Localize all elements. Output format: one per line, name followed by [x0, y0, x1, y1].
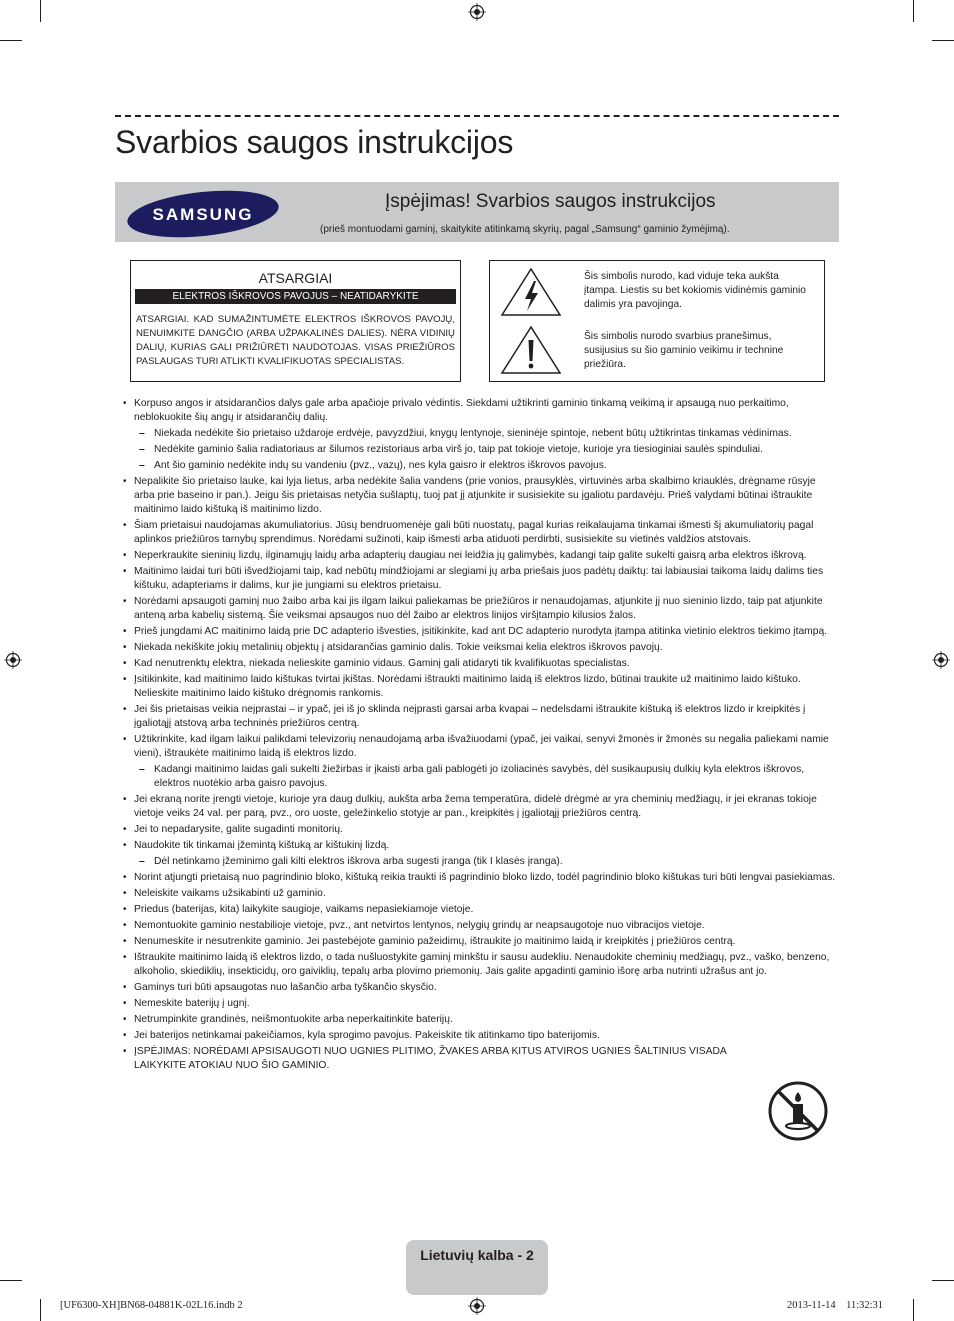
banner-subtitle: (prieš montuodami gaminį, skaitykite atitinkamą skyrių, pagal „Samsung“ gaminio žymėjimą). [320, 224, 730, 235]
samsung-logo-icon [125, 189, 281, 239]
registration-mark-icon [468, 1297, 486, 1315]
page-number-tab [406, 1240, 548, 1295]
crop-mark [932, 1280, 954, 1281]
high-voltage-icon [498, 265, 564, 319]
symbols-box [489, 260, 825, 382]
instruction-item: • Gaminys turi būti apsaugotas nuo lašančio arba tyškančio skysčio. [134, 981, 839, 995]
instruction-item: • Neleiskite vaikams užsikabinti už gaminio. [134, 887, 839, 901]
page-number-label: Lietuvių kalba - 2 [420, 1247, 534, 1263]
instruction-item: • Nemontuokite gaminio nestabilioje vietoje, pvz., ant netvirtos lentynos, nelygių grindų ar neapsaugotoje nuo vibracijos vietoje. [134, 919, 839, 933]
sub-instruction-item: – Ant šio gaminio nedėkite indų su vandeniu (pvz., vazų), nes kyla gaisro ir elektros iškrovos pavojus. [134, 459, 839, 473]
registration-mark-icon [468, 3, 486, 21]
instruction-item: • ĮSPĖJIMAS: NORĖDAMI APSISAUGOTI NUO UGNIES PLITIMO, ŽVAKES ARBA KITUS ATVIROS UGNIES ŠALTINIUS VISADA LAIKYKITE ATOKIAU NUO ŠIO GAMINIO. [134, 1045, 734, 1073]
instruction-item: • Niekada nekiškite jokių metalinių objektų į atsidarančias gaminio dalis. Tokie veiksmai kelia elektros iškrovos pavojų. [134, 641, 839, 655]
crop-mark [932, 40, 954, 41]
instruction-item: • Korpuso angos ir atsidarančios dalys gale arba apačioje privalo vėdintis. Siekdami užtikrinti gaminio tinkamą veikimą ir apsaugą nuo perkaitimo, neblokuokite šių angų ir atsidarančių dalių. [134, 397, 839, 425]
instruction-item: • Ištraukite maitinimo laidą iš elektros lizdo, o tada nušluostykite gaminį minkštu ir sausu audekliu. Nenaudokite cheminių medžiagų, pvz., vaško, benzeno, alkoholio, skiediklių, insekticidų, oro gaiviklių, tepalų arba plovimo priemonių. Jais galite apgadinti gaminio išorę arba nutrinti užrašus ant jo. [134, 951, 839, 979]
sub-instruction-item: – Niekada nedėkite šio prietaiso uždaroje erdvėje, pavyzdžiui, knygų lentynoje, sieninėje spintoje, nebent būtų užtikrintas tinkamas vėdinimas. [134, 427, 839, 441]
high-voltage-text: Šis simbolis nurodo, kad viduje teka aukšta įtampa. Liestis su bet kokiomis vidinėmis gaminio dalimis yra pavojinga. [584, 271, 806, 310]
sub-instruction-item: – Dėl netinkamo įžeminimo gali kilti elektros iškrova arba sugesti įranga (tik I klasės įranga). [134, 855, 839, 869]
instruction-item: • Kad nenutrenktų elektra, niekada nelieskite gaminio vidaus. Gaminį gali atidaryti tik kvalifikuotas specialistas. [134, 657, 839, 671]
instruction-item: • Nemeskite baterijų į ugnį. [134, 997, 839, 1011]
crop-mark [40, 1299, 41, 1321]
important-notice-text: Šis simbolis nurodo svarbius pranešimus, susijusius su šio gaminio veikimu ir technine priežiūra. [584, 331, 784, 370]
instruction-item: • Jei šis prietaisas veikia neįprastai – ir ypač, jei iš jo sklinda neįprasti garsai arba kvapai – nedelsdami ištraukite kištuką iš elektros lizdo ir kreipkitės į įgaliotąjį atstovą arba techninės priežiūros centrą. [134, 703, 839, 731]
crop-mark [0, 40, 22, 41]
instruction-item: • Maitinimo laidai turi būti išvedžiojami taip, kad nebūtų mindžiojami ar slegiami jų arba priešais juos padėtų daiktų: tai labiausiai taikoma laidų dalims ties kištuku, adapteriams ir dalims, kur jie jungiami su elektros prietaisu. [134, 565, 839, 593]
exclamation-warning-icon [498, 323, 564, 377]
crop-mark [913, 1299, 914, 1321]
sub-instruction-item: – Nedėkite gaminio šalia radiatoriaus ar šilumos rezistoriaus arba virš jo, taip pat tokioje vietoje, kurioje yra tiesioginiai saulės spinduliai. [134, 443, 839, 457]
crop-mark [913, 0, 914, 22]
instruction-item: • Netrumpinkite grandinės, neišmontuokite arba neperkaitinkite baterijų. [134, 1013, 839, 1027]
instruction-item: • Užtikrinkite, kad ilgam laikui palikdami televizorių nenaudojamą arba išvažiuodami (ypač, jei vaikai, senyvi žmonės ir žmonės su negalia paliekami namie vieni), ištraukėte maitinimo laidą iš elektros lizdo. [134, 733, 839, 761]
instruction-item: • Norėdami apsaugoti gaminį nuo žaibo arba kai jis ilgam laikui paliekamas be priežiūros ir nenaudojamas, atjunkite jį nuo sieninio lizdo, taip pat atjunkite anteną arba kabelių sistemą. Šie veiksmai apsaugos nuo dėl žaibo ar elektros linijos viršįtampio kilusios žalos. [134, 595, 839, 623]
instruction-item: • Norint atjungti prietaisą nuo pagrindinio bloko, kištuką reikia traukti iš pagrindinio bloko lizdo, todėl pagrindinio bloko kištukas turi būti lengvai pasiekiamas. [134, 871, 839, 885]
sub-instruction-item: – Kadangi maitinimo laidas gali sukelti žiežirbas ir įkaisti arba gali pablogėti jo izoliacinės savybės, dėl susikaupusių dulkių kyla elektros iškrovos, elektros nuotėkio arba gaisro pavojus. [134, 763, 839, 791]
crop-mark [0, 1280, 22, 1281]
crop-mark [40, 0, 41, 22]
instruction-item: • Jei baterijos netinkamai pakeičiamos, kyla sprogimo pavojus. Pakeiskite tik atitinkamo tipo baterijomis. [134, 1029, 839, 1043]
page-title: Svarbios saugos instrukcijos [115, 124, 514, 160]
instruction-item: • Nepalikite šio prietaiso lauke, kai lyja lietus, arba nedėkite šalia vandens (prie vonios, prausyklės, virtuvinės arba skalbimo kriauklės, drėgname rūsyje arba prie baseino ir pan.). Jeigu šis prietaisas netyčia sušlaptų, tuoj pat jį atjunkite ir susisiekite su įgaliotu pardavėju. Prieš valydami būtinai ištraukite maitinimo laido kištuką iš maitinimo lizdo. [134, 475, 839, 517]
date-slug: 2013-11-14 11:32:31 [787, 1300, 884, 1311]
banner-title: Įspėjimas! Svarbios saugos instrukcijos [385, 191, 716, 212]
instruction-item: • Jei ekraną norite įrengti vietoje, kurioje yra daug dulkių, aukšta arba žema temperatūra, didelė drėgmė ar yra cheminių medžiagų, ir jei ekranas tokioje vietoje veiks 24 val. per parą, pvz., oro uoste, geležinkelio stotyje ar pan., kreipkitės į įgaliotąjį priežiūros centrą. [134, 793, 839, 821]
instruction-item: • Priedus (baterijas, kita) laikykite saugioje, vaikams nepasiekiamoje vietoje. [134, 903, 839, 917]
title-dotted-rule [115, 115, 839, 117]
instruction-item: • Jei to nepadarysite, galite sugadinti monitorių. [134, 823, 839, 837]
instruction-item: • Prieš jungdami AC maitinimo laidą prie DC adapterio išvesties, įsitikinkite, kad ant DC adapterio nurodyta įtampa atitinka vietinio elektros tiekimo įtampą. [134, 625, 839, 639]
registration-mark-icon [932, 651, 950, 669]
safety-instruction-list [134, 395, 839, 1073]
warning-banner [115, 182, 839, 242]
no-open-flame-icon [767, 1080, 829, 1142]
caution-box [130, 260, 461, 382]
instruction-item: • Neperkraukite sieninių lizdų, ilginamųjų laidų arba adapterių daugiau nei leidžia jų galimybės, kadangi taip galite sukelti gaisrą arba elektros iškrovą. [134, 549, 839, 563]
svg-text:SAMSUNG: SAMSUNG [152, 205, 254, 224]
file-slug: [UF6300-XH]BN68-04881K-02L16.indb 2 [60, 1300, 243, 1311]
instruction-item: • Šiam prietaisui naudojamas akumuliatorius. Jūsų bendruomenėje gali būti nuostatų, pagal kurias reikalaujama tinkamai išmesti šį akumuliatorių pagal aplinkos priežiūros tarnybų sprendimus. Norėdami sužinoti, kaip išmesti arba atiduoti perdirbti, susisiekite su vietinės valdžios atstovais. [134, 519, 839, 547]
caution-text: ATSARGIAI. KAD SUMAŽINTUMĖTE ELEKTROS IŠKROVOS PAVOJŲ, NENUIMKITE DANGČIO (ARBA UŽPAKALINĖS DALIES). NĖRA VIDINIŲ DALIŲ, KURIAS GALI PRIŽIŪRĖTI NAUDOTOJAS. VISAS PRIEŽIŪROS PASLAUGAS TURI ATLIKTI KVALIFIKUOTAS SPECIALISTAS. [136, 314, 455, 367]
instruction-item: • Nenumeskite ir nesutrenkite gaminio. Jei pastebėjote gaminio pažeidimų, ištraukite jo maitinimo laidą ir kreipkitės į priežiūros centrą. [134, 935, 839, 949]
instruction-item: • Naudokite tik tinkamai įžemintą kištuką ar kištukinį lizdą. [134, 839, 839, 853]
registration-mark-icon [4, 651, 22, 669]
caution-bar: ELEKTROS IŠKROVOS PAVOJUS – NEATIDARYKITE [135, 289, 456, 304]
caution-heading: ATSARGIAI [258, 270, 333, 286]
instruction-item: • Įsitikinkite, kad maitinimo laido kištukas tvirtai įkištas. Norėdami ištraukti maitinimo laidą iš elektros lizdo, būtinai traukite už maitinimo laido kištuko. Nelieskite maitinimo laido kištuko drėgnomis rankomis. [134, 673, 839, 701]
